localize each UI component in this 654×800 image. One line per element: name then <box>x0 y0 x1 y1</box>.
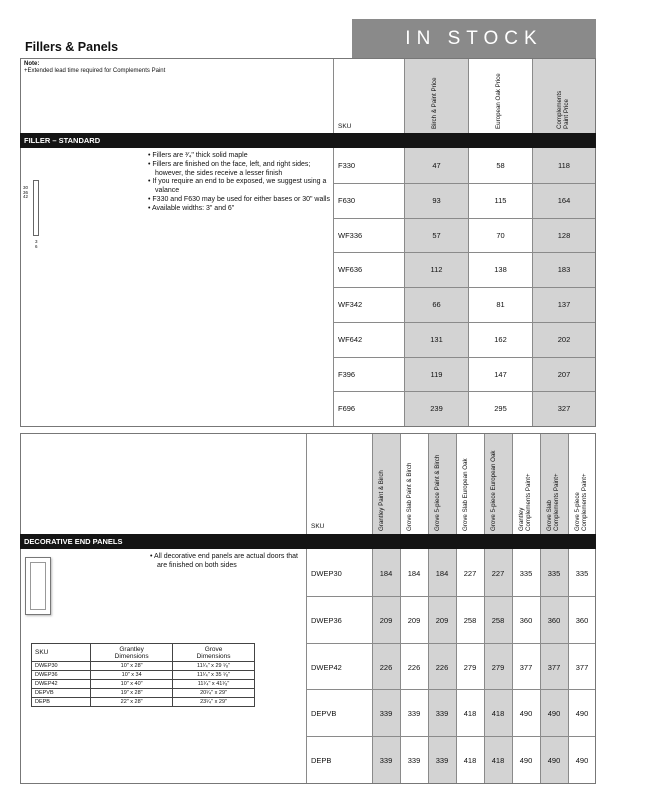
panel-price: 418 <box>463 756 477 766</box>
row-divider <box>306 643 595 644</box>
panel-price: 360 <box>519 615 533 625</box>
panels-notes <box>150 553 300 571</box>
panel-price: 258 <box>463 615 477 625</box>
row-divider <box>306 689 595 690</box>
dimensions-row <box>32 680 255 689</box>
filler-price: 118 <box>558 161 570 170</box>
filler-col-header: European Oak Price <box>495 73 502 129</box>
row-divider <box>333 183 595 184</box>
filler-sku: F696 <box>338 404 356 414</box>
filler-price: 162 <box>494 334 507 344</box>
row-divider <box>306 596 595 597</box>
filler-note: • F330 and F630 may be used for either bases or 30" walls <box>148 196 333 205</box>
dimensions-cell: DEPB <box>32 698 91 707</box>
panel-price: 339 <box>435 709 449 719</box>
filler-height-label: 30 36 42 <box>23 185 29 199</box>
row-divider <box>333 391 595 392</box>
panel-price: 490 <box>519 709 533 719</box>
panel-sku: DWEP42 <box>311 662 342 672</box>
dimensions-cell: 11¹⁄₄" x 41¹⁄₈" <box>173 680 255 689</box>
panel-price: 360 <box>575 615 589 625</box>
panels-col-header: Grove Slab Complements Paint+ <box>546 473 560 531</box>
panel-price: 184 <box>379 569 393 578</box>
dimensions-row <box>32 662 255 671</box>
panel-price: 209 <box>407 615 421 625</box>
panel-price: 184 <box>435 569 449 578</box>
filler-col-header: Complements Paint Price <box>556 90 570 129</box>
filler-diagram <box>33 180 39 236</box>
filler-sku: F396 <box>338 369 356 379</box>
panels-col-header: Grove Slab European Oak <box>462 458 469 531</box>
panel-price: 226 <box>435 662 449 672</box>
filler-price: 70 <box>496 230 505 240</box>
panel-price: 490 <box>575 709 589 719</box>
panel-price: 226 <box>379 662 393 672</box>
panels-col-header: Grove Slab Paint & Birch <box>406 462 413 531</box>
filler-price: 183 <box>557 265 571 275</box>
filler-price: 131 <box>430 334 443 344</box>
panel-price: 339 <box>379 756 393 766</box>
filler-note: • Fillers are ³⁄₄" thick solid maple <box>148 152 333 161</box>
filler-price: 119 <box>430 369 443 379</box>
filler-sku: F330 <box>338 161 356 170</box>
note-label: Note: <box>24 61 40 67</box>
filler-sku: WF342 <box>338 300 363 309</box>
filler-price: 164 <box>557 195 571 205</box>
filler-price: 138 <box>494 265 507 275</box>
panel-price: 209 <box>379 615 393 625</box>
dimensions-cell: DWEP30 <box>32 662 91 671</box>
panel-price: 258 <box>491 615 505 625</box>
dimensions-cell: 10" x 40" <box>91 680 173 689</box>
panel-price: 227 <box>463 569 477 578</box>
panel-price: 490 <box>547 756 561 766</box>
panel-price: 339 <box>407 756 421 766</box>
dimensions-header: Grantley Dimensions <box>91 644 173 662</box>
row-divider <box>333 357 595 358</box>
panels-note: • All decorative end panels are actual doors that are finished on both sides <box>150 553 300 571</box>
panel-price: 418 <box>491 756 505 766</box>
panel-price: 360 <box>547 615 561 625</box>
filler-price: 327 <box>557 404 571 414</box>
filler-price: 137 <box>557 300 571 309</box>
dimensions-table <box>31 643 255 707</box>
stock-banner: IN STOCK <box>352 19 596 58</box>
panels-col-header: Grantley Complements Paint+ <box>518 473 532 531</box>
filler-price: 47 <box>432 161 441 170</box>
panel-diagram <box>25 557 51 615</box>
dimensions-row <box>32 698 255 707</box>
filler-sku-header: SKU <box>338 123 352 130</box>
row-divider <box>333 252 595 253</box>
panel-price: 279 <box>491 662 505 672</box>
filler-price: 128 <box>557 230 571 240</box>
filler-price: 115 <box>494 195 507 205</box>
dimensions-cell: 10" x 28" <box>91 662 173 671</box>
filler-note: • Available widths: 3" and 6" <box>148 205 333 214</box>
filler-sku: WF642 <box>338 334 363 344</box>
dimensions-header: Grove Dimensions <box>173 644 255 662</box>
panel-price: 418 <box>491 709 505 719</box>
filler-price: 295 <box>494 404 507 414</box>
filler-price: 207 <box>557 369 571 379</box>
dimensions-cell: 11¹⁄₄" x 29 ¹⁄₈" <box>173 662 255 671</box>
dimensions-cell: 10" x 34 <box>91 671 173 680</box>
filler-sku: WF336 <box>338 230 363 240</box>
dimensions-cell: DWEP36 <box>32 671 91 680</box>
filler-price: 57 <box>432 230 441 240</box>
filler-note: • Fillers are finished on the face, left, and right sides; however, the sides receive a lesser finish <box>148 161 333 179</box>
dimensions-cell: 11¹⁄₄" x 35 ¹⁄₈" <box>173 671 255 680</box>
panels-section-bar: DECORATIVE END PANELS <box>20 534 596 549</box>
panel-price: 227 <box>491 569 505 578</box>
note-text: +Extended lead time required for Complements Paint <box>24 68 166 74</box>
panels-col-header: Grove 5-piece Paint & Birch <box>434 454 441 531</box>
row-divider <box>333 218 595 219</box>
panel-price: 490 <box>519 756 533 766</box>
filler-section-bar: FILLER – STANDARD <box>20 133 596 148</box>
panel-price: 490 <box>575 756 589 766</box>
filler-price: 58 <box>496 161 505 170</box>
row-divider <box>333 287 595 288</box>
panel-price: 339 <box>407 709 421 719</box>
panel-price: 184 <box>407 569 421 578</box>
panel-price: 279 <box>463 662 477 672</box>
filler-price: 239 <box>430 404 443 414</box>
dimensions-row <box>32 671 255 680</box>
filler-price: 147 <box>494 369 507 379</box>
filler-price: 202 <box>557 334 571 344</box>
dimensions-cell: 22" x 28" <box>91 698 173 707</box>
dimensions-cell: DWEP42 <box>32 680 91 689</box>
panel-price: 335 <box>547 569 561 578</box>
filler-width-label: 3 6 <box>35 239 38 249</box>
row-divider <box>333 322 595 323</box>
panels-col-header: Grantley Paint & Birch <box>378 470 385 531</box>
panel-price: 339 <box>435 756 449 766</box>
page-title: Fillers & Panels <box>25 40 119 54</box>
filler-price: 93 <box>432 195 441 205</box>
filler-price: 66 <box>432 300 441 309</box>
panel-price: 335 <box>519 569 533 578</box>
dimensions-cell: 23¹⁄₄" x 29" <box>173 698 255 707</box>
filler-sku: WF636 <box>338 265 363 275</box>
panel-sku: DEPB <box>311 756 332 766</box>
panel-price: 335 <box>575 569 589 578</box>
panels-col-header: Grove 5-piece European Oak <box>490 450 497 531</box>
filler-notes <box>148 152 333 214</box>
panels-col-header: Grove 5-piece Complements Paint+ <box>574 473 588 531</box>
panel-sku: DWEP36 <box>311 615 342 625</box>
dimensions-cell: DEPVB <box>32 689 91 698</box>
panel-price: 226 <box>407 662 421 672</box>
panel-price: 209 <box>435 615 449 625</box>
row-divider <box>306 736 595 737</box>
filler-sku: F630 <box>338 195 356 205</box>
filler-col-header: Birch & Paint Price <box>431 77 438 129</box>
panel-price: 377 <box>575 662 589 672</box>
panel-sku: DWEP30 <box>311 569 342 578</box>
dimensions-cell: 19" x 28" <box>91 689 173 698</box>
dimensions-header: SKU <box>32 644 91 662</box>
panel-price: 418 <box>463 709 477 719</box>
panel-sku: DEPVB <box>311 709 337 719</box>
panel-price: 490 <box>547 709 561 719</box>
panel-price: 339 <box>379 709 393 719</box>
dimensions-cell: 20¹⁄₄" x 29" <box>173 689 255 698</box>
filler-price: 81 <box>496 300 505 309</box>
dimensions-row <box>32 689 255 698</box>
filler-note: • If you require an end to be exposed, we suggest using a valance <box>148 178 333 196</box>
filler-price: 112 <box>430 265 443 275</box>
panels-sku-header: SKU <box>311 523 325 530</box>
panel-price: 377 <box>519 662 533 672</box>
panel-price: 377 <box>547 662 561 672</box>
